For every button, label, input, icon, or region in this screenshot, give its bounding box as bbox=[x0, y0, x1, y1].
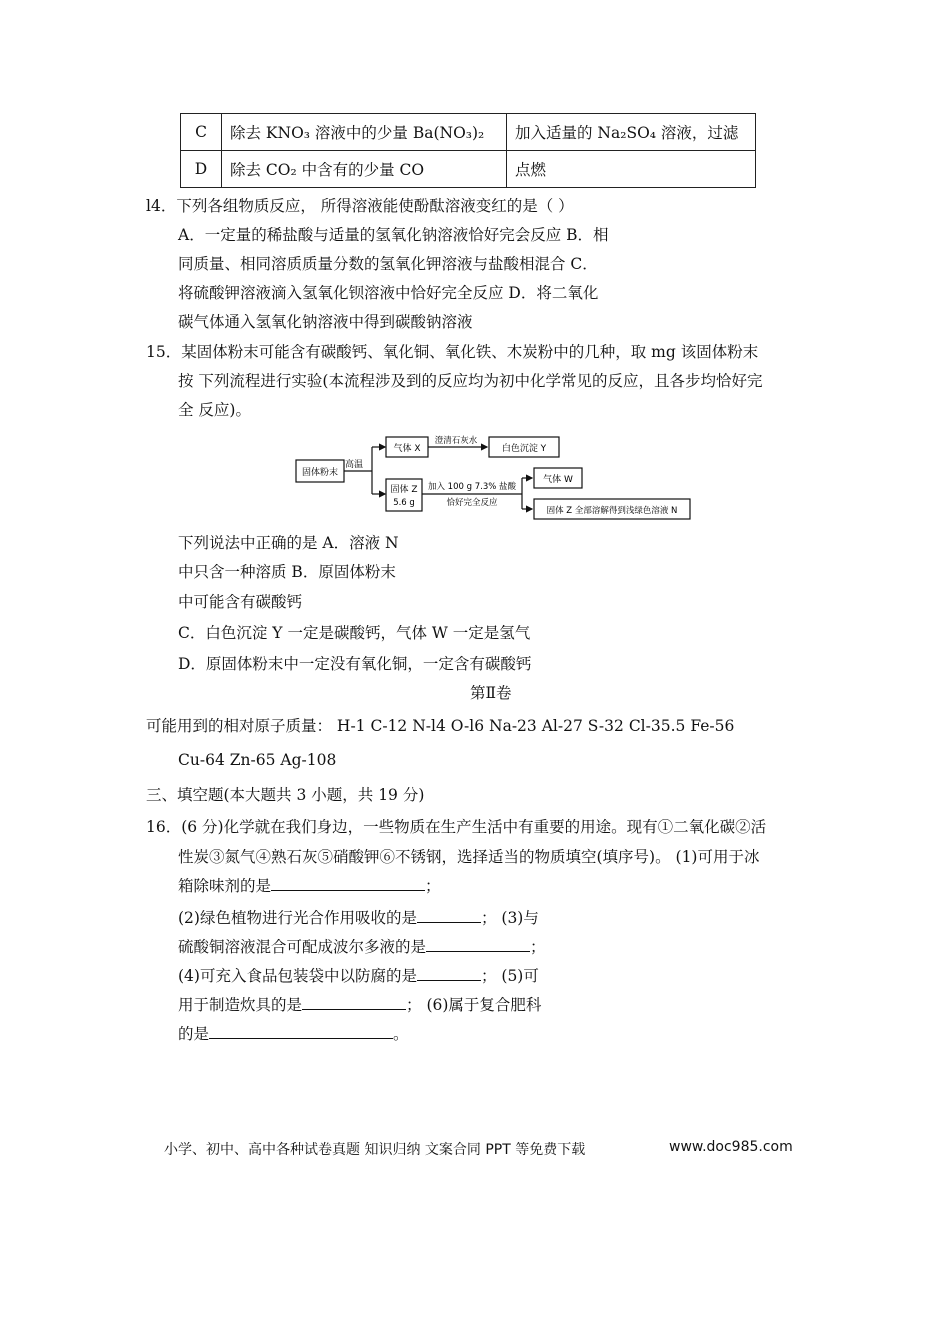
section-title: 第Ⅱ卷 bbox=[470, 684, 512, 702]
q16-line: 性炭③氮气④熟石灰⑤硝酸钾⑥不锈钢，选择适当的物质填空(填序号)。 (1)可用于冰 bbox=[178, 848, 760, 866]
q15-option-c: C．白色沉淀 Y 一定是碳酸钙，气体 W 一定是氢气 bbox=[178, 624, 531, 642]
acid-label: 加入 100 g 7.3% 盐酸 bbox=[427, 482, 517, 492]
q15-option-d: D．原固体粉末中一定没有氧化铜，一定含有碳酸钙 bbox=[178, 655, 532, 673]
footer-text: 小学、初中、高中各种试卷真题 知识归纳 文案合同 PPT 等免费下载 bbox=[164, 1142, 586, 1158]
atomic-masses: 可能用到的相对原子质量： H-1 C-12 N-l4 O-l6 Na-23 Al-27 S-32 Cl-35.5 Fe-56 bbox=[146, 717, 735, 735]
start-label: 固体粉末 bbox=[301, 468, 339, 478]
q16-line: 16．(6 分)化学就在我们身边，一些物质在生产生活中有重要的用途。现有①二氧化碳②活 bbox=[146, 818, 767, 836]
answer-blank-5[interactable] bbox=[302, 995, 406, 1010]
gas-w-label: 气体 W bbox=[543, 475, 573, 485]
solid-z-mass: 5.6 g bbox=[393, 498, 415, 508]
precip-y-label: 白色沉淀 Y bbox=[501, 444, 547, 454]
row-key: C bbox=[181, 114, 222, 151]
q16-line: 用于制造炊具的是 ； (6)属于复合肥科 bbox=[178, 996, 542, 1014]
table-row bbox=[181, 114, 756, 151]
q14-line: A．一定量的稀盐酸与适量的氢氧化钠溶液恰好完会反应 B．相 bbox=[178, 226, 609, 244]
q16-line: (2)绿色植物进行光合作用吸收的是 ； (3)与 bbox=[178, 909, 539, 927]
q15-line: 全 反应)。 bbox=[178, 401, 251, 419]
row-method: 除去 KNO₃ 溶液中的少量 Ba(NO₃)₂ bbox=[222, 114, 507, 151]
options-table bbox=[180, 113, 756, 188]
row-method: 除去 CO₂ 中含有的少量 CO bbox=[222, 151, 507, 188]
table-row bbox=[181, 151, 756, 188]
q15-line: 按 下列流程进行实验(本流程涉及到的反应均为初中化学常见的反应，且各步均恰好完 bbox=[178, 372, 763, 390]
q14-stem: l4．下列各组物质反应， 所得溶液能使酚酞溶液变红的是（ ） bbox=[146, 197, 574, 215]
q14-line: 碳气体通入氢氧化钠溶液中得到碳酸钠溶液 bbox=[178, 313, 473, 331]
footer-link[interactable]: www.doc985.com bbox=[669, 1139, 793, 1155]
answer-blank-6[interactable] bbox=[209, 1024, 393, 1039]
answer-blank-3[interactable] bbox=[426, 937, 530, 952]
row-reagent: 点燃 bbox=[507, 151, 756, 188]
exact-label: 恰好完全反应 bbox=[446, 498, 498, 508]
flowchart bbox=[290, 432, 700, 524]
heat-label: 高温 bbox=[344, 460, 364, 470]
gas-x-label: 气体 X bbox=[393, 444, 421, 454]
solid-z-label: 固体 Z bbox=[390, 485, 418, 495]
q14-line: 将硫酸钾溶液滴入氢氧化钡溶液中恰好完全反应 D．将二氧化 bbox=[178, 284, 599, 302]
answer-blank-1[interactable] bbox=[271, 876, 425, 891]
answer-blank-4[interactable] bbox=[417, 966, 481, 981]
q14-line: 同质量、相同溶质质量分数的氢氧化钾溶液与盐酸相混合 C． bbox=[178, 255, 598, 273]
q15-option-line: 中可能含有碳酸钙 bbox=[178, 593, 303, 611]
q16-line: 箱除味剂的是 ； bbox=[178, 877, 441, 895]
q16-line: 硫酸铜溶液混合可配成波尔多液的是 ； bbox=[178, 938, 546, 956]
q16-line: 的是 。 bbox=[178, 1025, 409, 1043]
q15-line: 15．某固体粉末可能含有碳酸钙、氧化铜、氧化铁、木炭粉中的几种，取 mg 该固体粉末 bbox=[146, 343, 759, 361]
row-reagent: 加入适量的 Na₂SO₄ 溶液，过滤 bbox=[507, 114, 756, 151]
solution-n-label: 固体 Z 全部溶解得到浅绿色溶液 N bbox=[546, 506, 678, 516]
limewater-label: 澄清石灰水 bbox=[434, 436, 478, 446]
q15-option-line: 下列说法中正确的是 A．溶液 N bbox=[178, 534, 399, 552]
answer-blank-2[interactable] bbox=[417, 908, 481, 923]
section-heading: 三、填空题(本大题共 3 小题，共 19 分) bbox=[146, 786, 425, 804]
q16-line: (4)可充入食品包装袋中以防腐的是 ； (5)可 bbox=[178, 967, 539, 985]
atomic-masses-cont: Cu-64 Zn-65 Ag-108 bbox=[178, 751, 337, 769]
row-key: D bbox=[181, 151, 222, 188]
q15-option-line: 中只含一种溶质 B．原固体粉末 bbox=[178, 563, 396, 581]
